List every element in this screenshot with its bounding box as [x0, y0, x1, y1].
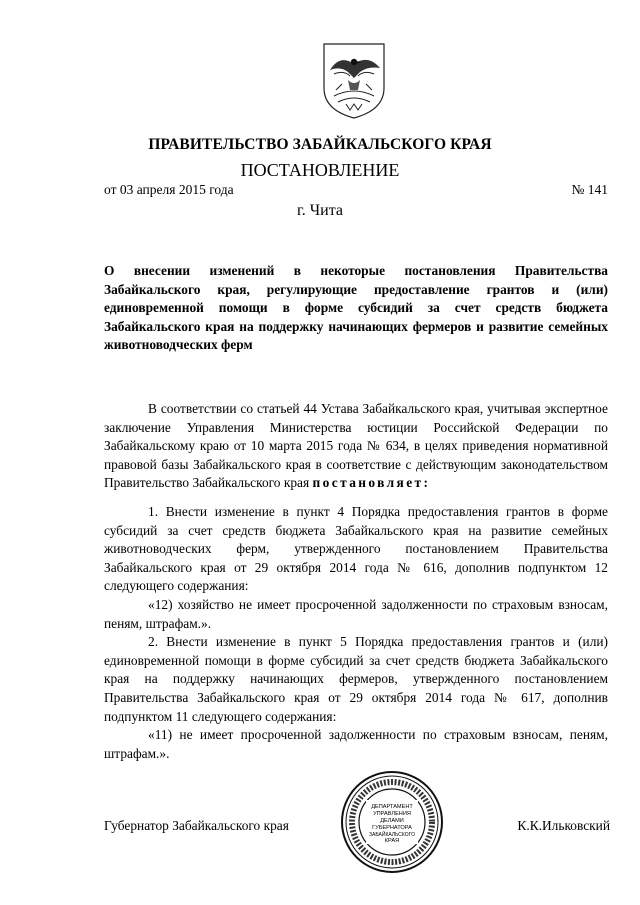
document-date: от 03 апреля 2015 года [104, 182, 234, 197]
signatory-position: Губернатор Забайкальского края [104, 818, 289, 833]
item-2-paragraph: 2. Внести изменение в пункт 5 Порядка предоставления грантов и (или) единовременной помощи в форме субсидий за счет средств бюджета Забайкальского края на поддержку начинающих фермеров, утвержденного постановлением Правительства Забайкальского края от 29 октября 2014 года № 617, дополнив подпунктом 11 следующего содержания: [104, 634, 608, 724]
document-subject: О внесении изменений в некоторые постановления Правительства Забайкальского края, регулирующие предоставление грантов и (или) единовременной помощи в форме субсидий за счет средств бюджета Забайкальского края на поддержку начинающих фермеров и развитие семейных животноводческих ферм [104, 263, 608, 352]
svg-text:ГУБЕРНАТОРА: ГУБЕРНАТОРА [372, 825, 412, 831]
document-number: № 141 [571, 182, 608, 197]
document-city: г. Чита [296, 202, 343, 219]
official-round-seal-icon [340, 770, 444, 874]
resolves-word: постановляет: [312, 475, 431, 491]
item-1-quote: «12) хозяйство не имеет просроченной задолженности по страховым взносам, пеням, штрафам.». [104, 596, 608, 631]
document-body [104, 400, 608, 763]
intro-paragraph [104, 400, 608, 493]
svg-text:КРАЯ: КРАЯ [384, 838, 400, 844]
item-1-paragraph: 1. Внести изменение в пункт 4 Порядка предоставления грантов в форме субсидий за счет средств бюджета Забайкальского края на развитие семейных животноводческих ферм, утвержденного постановлением Правительства Забайкальского края от 29 октября 2014 года № 616, дополнив подпунктом 12 следующего содержания: [104, 503, 608, 594]
item-2-quote: «11) не имеет просроченной задолженности по страховым взносам, пеням, штрафам.». [104, 727, 608, 761]
svg-text:УПРАВЛЕНИЯ: УПРАВЛЕНИЯ [373, 811, 411, 817]
signatory-name: К.К.Ильковский [517, 818, 610, 833]
svg-text:ДЕЛАМИ: ДЕЛАМИ [380, 818, 404, 824]
svg-text:ДЕПАРТАМЕНТ: ДЕПАРТАМЕНТ [371, 804, 413, 810]
government-title: ПРАВИТЕЛЬСТВО ЗАБАЙКАЛЬСКОГО КРАЯ [148, 136, 492, 153]
svg-text:ЗАБАЙКАЛЬСКОГО: ЗАБАЙКАЛЬСКОГО [369, 832, 415, 838]
intro-text: В соответствии со статьей 44 Устава Забайкальского края, учитывая экспертное заключение Управления Министерства юстиции Российской Федерации по Забайкальскому краю от 10 марта 2015 года № 634, в целях приведения нормативной правовой базы Забайкальского края в соответствие с действующим законодательством Правительство Забайкальского края [104, 401, 608, 491]
document-type: ПОСТАНОВЛЕНИЕ [240, 160, 400, 180]
coat-of-arms-eagle-icon [320, 40, 388, 120]
